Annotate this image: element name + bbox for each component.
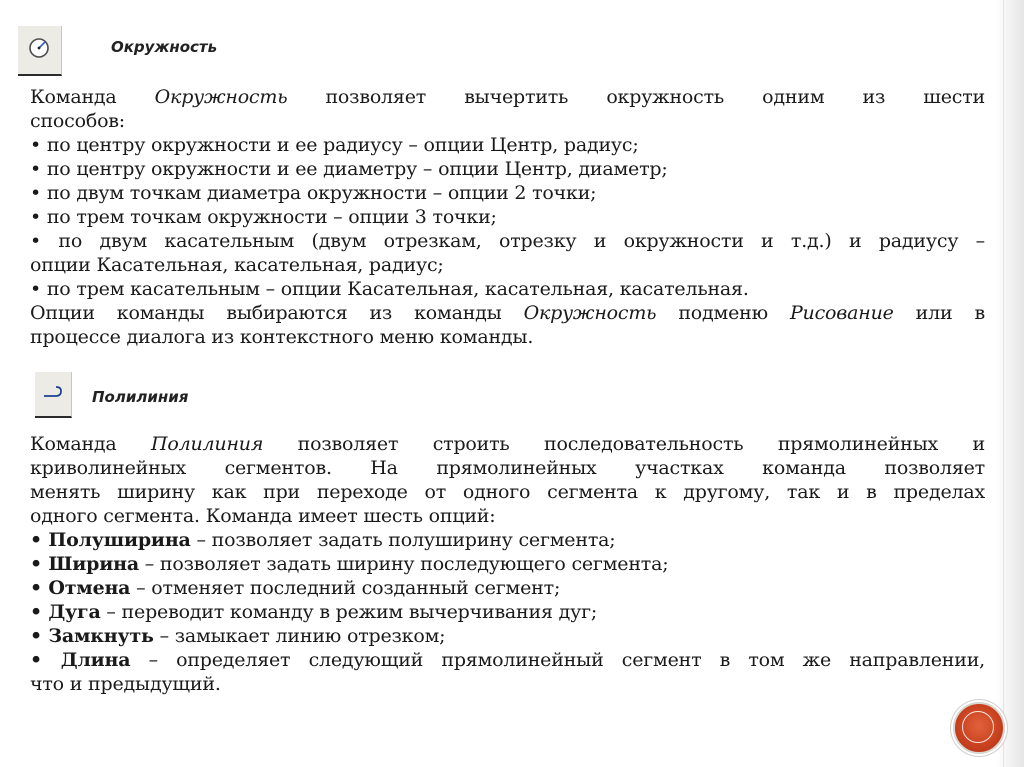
list-item: • по двум точкам диаметра окружности – опции 2 точки;: [30, 182, 597, 204]
circle-outro-line: Опции команды выбираются из команды Окружность подменю Рисование или в: [30, 302, 985, 324]
option-name: Полуширина: [48, 529, 191, 551]
option-item-continuation: что и предыдущий.: [30, 673, 221, 695]
polyline-intro-line: криволинейных сегментов. На прямолинейных участках команда позволяет: [30, 457, 985, 479]
option-item: • Полуширина – позволяет задать полуширину сегмента;: [30, 529, 616, 551]
list-item: • по двум касательным (двум отрезкам, отрезку и окружности и т.д.) и радиусу –: [30, 230, 985, 252]
polyline-tool-icon: [35, 372, 72, 418]
option-item: • Замкнуть – замыкает линию отрезком;: [30, 625, 446, 647]
circle-intro-line-2: способов:: [30, 110, 125, 132]
list-item: • по трем точкам окружности – опции 3 точки;: [30, 206, 497, 228]
option-name: Длина: [60, 649, 131, 671]
red-circle-badge-icon: [953, 702, 1005, 754]
section-title-polyline: Полилиния: [92, 388, 189, 406]
circle-intro-line: Команда Окружность позволяет вычертить окружность одним из шести: [30, 86, 985, 108]
circle-tool-icon: [18, 26, 62, 76]
page-edge-shadow: [996, 0, 1024, 767]
option-item: • Дуга – переводит команду в режим вычерчивания дуг;: [30, 601, 598, 623]
list-item-continuation: опции Касательная, касательная, радиус;: [30, 254, 444, 276]
menu-name-drawing: Рисование: [789, 302, 894, 324]
option-item: • Ширина – позволяет задать ширину последующего сегмента;: [30, 553, 669, 575]
polyline-description: [30, 432, 985, 696]
section-title-circle: Окружность: [111, 38, 218, 56]
badge-ring: [962, 711, 994, 743]
polyline-intro-line: одного сегмента. Команда имеет шесть опций:: [30, 505, 496, 527]
page-edge-line: [1003, 0, 1004, 767]
polyline-intro-line: Команда Полилиния позволяет строить последовательность прямолинейных и: [30, 433, 985, 455]
list-item: • по центру окружности и ее радиусу – опции Центр, радиус;: [30, 134, 639, 156]
option-item: • Отмена – отменяет последний созданный сегмент;: [30, 577, 561, 599]
option-item: • Длина – определяет следующий прямолинейный сегмент в том же направлении,: [30, 649, 986, 671]
option-name: Замкнуть: [48, 625, 154, 647]
list-item: • по центру окружности и ее диаметру – опции Центр, диаметр;: [30, 158, 668, 180]
option-name: Ширина: [48, 553, 139, 575]
option-name: Отмена: [48, 577, 131, 599]
command-name-circle: Окружность: [154, 86, 288, 108]
command-name-circle: Окружность: [523, 302, 657, 324]
option-name: Дуга: [48, 601, 101, 623]
circle-description: [30, 85, 985, 349]
list-item: • по трем касательным – опции Касательная, касательная, касательная.: [30, 278, 749, 300]
command-name-polyline: Полилиния: [150, 433, 264, 455]
polyline-intro-line: менять ширину как при переходе от одного сегмента к другому, так и в пределах: [30, 481, 985, 503]
circle-outro-line-2: процессе диалога из контекстного меню команды.: [30, 326, 534, 348]
